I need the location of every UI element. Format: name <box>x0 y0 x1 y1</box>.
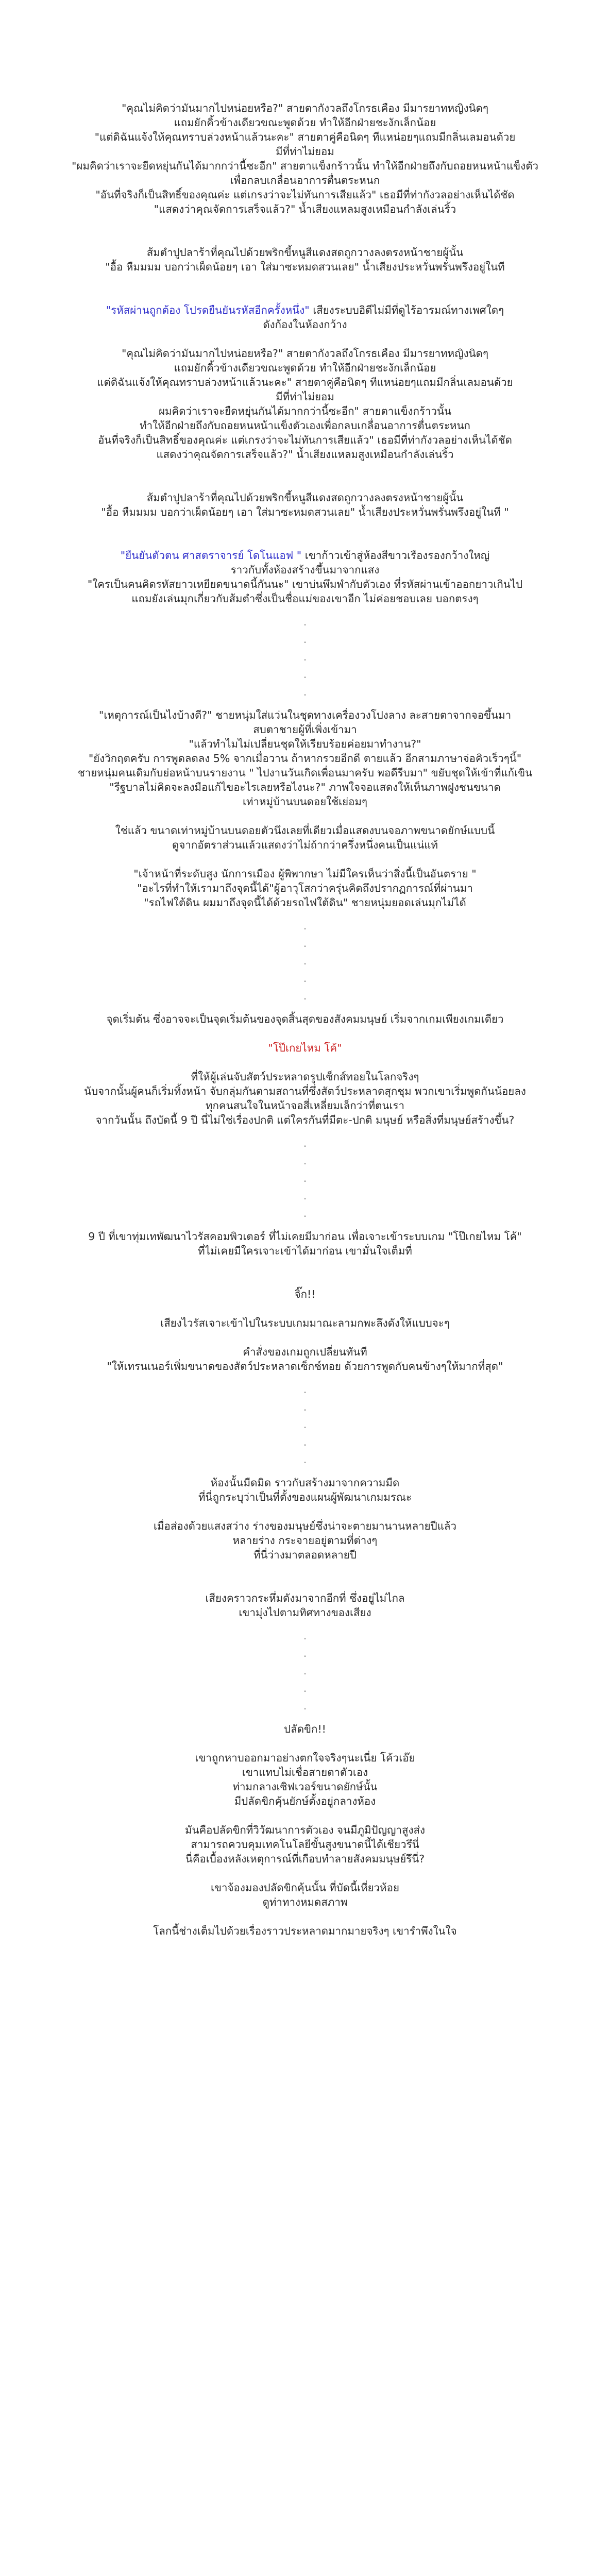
story-line: "คุณไม่คิดว่ามันมากไปหน่อยหรือ?" สายตากังวลถึงโกรธเคือง มีมารยาทหญิงนิดๆ <box>121 347 489 360</box>
story-line: ที่นี่ว่างมาตลอดหลายปี <box>253 1549 357 1561</box>
story-line: "อะไรที่ทำให้เรามาถึงจุดนี้ได้"ผู้อาวุโสกว่าครุ่นคิดถึงปรากฏการณ์ที่ผ่านมา <box>137 882 473 894</box>
story-line: เขามุ่งไปตามทิศทางของเสียง <box>239 1606 371 1619</box>
scene-break-dot: . <box>303 651 307 663</box>
story-line: มีที่ท่าไม่ยอม <box>276 391 334 403</box>
scene-break <box>0 1627 610 1715</box>
scene-break-dot: . <box>303 1700 307 1712</box>
story-line: "แล้วทำไมไม่เปลี่ยนชุดให้เรียบร้อยค่อยมาทำงาน?" <box>189 738 421 750</box>
story-paragraph <box>24 548 586 606</box>
story-line: จิ๊ก!! <box>294 1288 316 1300</box>
story-paragraph <box>24 1591 586 1620</box>
scene-break-dot: . <box>303 937 307 950</box>
scene-break-dot: . <box>303 1207 307 1219</box>
story-line <box>24 303 586 317</box>
story-line: "ผมคิดว่าเราจะยืดหยุ่นกันได้มากกว่านี้ซะอีก" สายตาแข็งกร้าวนั้น ทำให้อีกฝ่ายถึงกับถอยหนหน้าแข็งตัว <box>71 160 539 172</box>
story-line: โลกนี้ช่างเต็มไปด้วยเรื่องราวประหลาดมากมายจริงๆ เขารำพึงในใจ <box>153 1925 457 1937</box>
story-line: นี่คือเบื้องหลังเหตุการณ์ที่เกือบทำลายสังคมมนุษย์รึนี่? <box>185 1853 425 1865</box>
story-line: มันคือปลัดขิกที่วิวัฒนาการตัวเอง จนมีภูมิปัญญาสูงส่ง <box>184 1824 426 1836</box>
story-line: อันที่จริงก็เป็นสิทธิ์ของคุณค่ะ แต่เกรงว่าจะไม่ทันการเสียแล้ว" เธอมีที่ท่ากังวลอย่างเห็นได้ชัด <box>98 434 512 446</box>
story-line <box>24 548 586 563</box>
story-line: ดังก้องในห้องกว้าง <box>263 318 347 331</box>
story-paragraph <box>24 1751 586 1808</box>
story-paragraph <box>24 1880 586 1909</box>
scene-break-dot: . <box>303 1436 307 1448</box>
story-paragraph <box>24 1476 586 1504</box>
scene-break-dot: . <box>303 633 307 646</box>
story-paragraph <box>24 1722 586 1736</box>
story-line: เพื่อกลบเกลื่อนอาการตื่นตระหนก <box>230 174 380 187</box>
story-line: "อันที่จริงก็เป็นสิทธิ์ของคุณค่ะ แต่เกรงว่าจะไม่ทันการเสียแล้ว" เธอมีที่ท่ากังวลอย่างเห็นได้ชัด <box>95 189 515 201</box>
story-line: คำสั่งของเกมถูกเปลี่ยนทันที <box>243 1346 367 1358</box>
story-line: ที่นี่ถูกระบุว่าเป็นที่ตั้งของแผนผู้พัฒนาเกมมรณะ <box>198 1491 412 1503</box>
story-line: จากวันนั้น ถึงบัดนี้ 9 ปี นี่ไม่ใช่เรื่องปกติ แต่ใครกันที่มีตะ-ปกติ มนุษย์ หรือสิ่งที่มนุษย์สร้างขึ้น? <box>95 1114 515 1126</box>
story-line: แถมยังเล่นมุกเกี่ยวกับส้มตำซึ่งเป็นชื่อแม่ของเขาอีก ไม่ค่อยชอบเลย บอกตรงๆ <box>131 592 479 605</box>
story-line: "รีฐบาลไม่คิดจะลงมือแก้ไขอะไรเลยหรือไงนะ?" ภาพใจจอแสดงให้เห็นภาพฝูงชนขนาด <box>109 781 501 793</box>
story-line: เขาถูกหาบออกมาอย่างตกใจจริงๆนะเนี่ย โค้วเอ๊ย <box>195 1752 415 1764</box>
story-line: มีที่ท่าไม่ยอม <box>276 145 334 158</box>
scene-break-dot: . <box>303 1190 307 1202</box>
story-paragraph <box>24 708 586 809</box>
scene-break-dot: . <box>303 1137 307 1149</box>
scene-break-dot: . <box>303 990 307 1002</box>
system-voice-text: "รหัสผ่านถูกต้อง โปรดยืนยันรหัสอีกครั้งหนึ่ง" <box>106 304 310 316</box>
story-line: "คุณไม่คิดว่ามันมากไปหน่อยหรือ?" สายตากังวลถึงโกรธเคือง มีมารยาทหญิงนิดๆ <box>121 102 489 114</box>
scene-break-dot: . <box>303 1665 307 1677</box>
story-line: สามารถควบคุมเทคโนโลยีขั้นสูงขนาดนี้ได้เชียวรึนี่ <box>191 1838 419 1851</box>
story-line: จุดเริ่มต้น ซึ่งอาจจะเป็นจุดเริ่มต้นของจุดสิ้นสุดของสังคมมนุษย์ เริ่มจากเกมเพียงเกมเดียว <box>106 1013 504 1025</box>
story-paragraph <box>24 346 586 462</box>
scene-break-dot: . <box>303 616 307 628</box>
scene-break-dot: . <box>303 1155 307 1167</box>
story-line: "เหตุการณ์เป็นไงบ้างดี?" ชายหนุ่มใส่แว่นในชุดทางเครื่องวงโปงลาง ละสายตาจากจอขึ้นมา <box>98 709 512 721</box>
story-paragraph <box>24 303 586 332</box>
story-paragraph <box>24 867 586 910</box>
story-paragraph <box>24 1519 586 1562</box>
story-line: เขาแทบไม่เชื่อสายตาตัวเอง <box>242 1766 368 1778</box>
story-paragraph <box>24 1287 586 1301</box>
story-line: ที่ให้ผู้เล่นจับสัตว์ประหลาดรูปเซ็กส์ทอยในโลกจริงๆ <box>191 1071 419 1083</box>
story-paragraph <box>24 1012 586 1026</box>
scene-break-dot: . <box>303 1172 307 1184</box>
scene-break-dot: . <box>303 1401 307 1413</box>
story-paragraph <box>24 1316 586 1330</box>
story-line: ทุกคนสนใจในหน้าจอสี่เหลี่ยมเล็กว่าที่ตนเรา <box>205 1099 405 1112</box>
story-line: ที่ไม่เคยมีใครเจาะเข้าได้มาก่อน เขามั่นใจเต็มที่ <box>198 1245 412 1257</box>
story-paragraph <box>24 245 586 274</box>
story-line: "เจ้าหน้าที่ระดับสูง นักการเมือง ผู้พิพากษา ไม่มีใครเห็นว่าสิ่งนี้เป็นอันตราย " <box>133 868 477 880</box>
scene-break-dot: . <box>303 1647 307 1659</box>
scene-break <box>0 917 610 1005</box>
story-paragraph <box>24 1345 586 1374</box>
story-line: หลายร่าง กระจายอยู่ตามที่ต่างๆ <box>232 1534 378 1547</box>
story-line: เท่าหมู่บ้านบนดอยใช้เย่อมๆ <box>242 795 368 808</box>
narration-text: เขาก้าวเข้าสู่ห้องสีขาวเรืองรองกว้างใหญ่ <box>301 549 490 562</box>
story-line: ปลัดขิก!! <box>284 1723 326 1735</box>
system-voice-text: "ยืนยันตัวตน ศาสตราจารย์ โดโนแอฟ " <box>120 549 302 562</box>
story-line: ทำให้อีกฝ่ายถึงกับถอยหนหน้าแข็งตัวเองเพื่อกลบเกลื่อนอาการตื่นตระหนก <box>140 419 470 432</box>
scene-break <box>0 613 610 701</box>
story-line: "อื้อ หืมมมม บอกว่าเผ็ดน้อยๆ เอา ใส่มาซะหมดสวนเลย" น้ำเสียงประหวั่นพรั่นพรึงอยู่ในที <box>105 261 505 273</box>
story-line: "ยังวิกฤตครับ การพูดลดลง 5% จากเมื่อวาน ถ้าหากรวยอีกดี ตายแล้ว อีกสามภาษาจ่อคิวเร็วๆนี้" <box>88 752 522 765</box>
scene-break-dot: . <box>303 1682 307 1694</box>
story-line: 9 ปี ที่เขาทุ่มเทพัฒนาไวรัสคอมพิวเตอร์ ที่ไม่เคยมีมาก่อน เพื่อเจาะเข้าระบบเกม "โป๊เกยไหม โค้" <box>88 1230 522 1243</box>
story-line: "แต่ดิฉันแจ้งให้คุณทราบล่วงหน้าแล้วนะคะ" สายตาคู่คือนิดๆ ทีแหน่อยๆแถมมีกลิ่นเลมอนด้วย <box>94 131 516 143</box>
story-line: ส้มตำปูปลาร้าที่คุณไปด้วยพริกขี้หนูสีแดงสดถูกวางลงตรงหน้าชายผู้นั้น <box>146 246 464 259</box>
story-line: มีปลัดขิกคุ้นยักษ์ตั้งอยู่กลางห้อง <box>234 1795 376 1807</box>
story-line: แถมยักคิ้วข้างเดียวขณะพูดด้วย ทำให้อีกฝ่ายชะงักเล็กน้อย <box>174 116 436 129</box>
story-line: แถมยักคิ้วข้างเดียวขณะพูดด้วย ทำให้อีกฝ่ายชะงักเล็กน้อย <box>174 362 436 374</box>
scene-break-dot: . <box>303 1418 307 1431</box>
scene-break-dot: . <box>303 1383 307 1396</box>
story-line: "ใครเป็นคนคิดรหัสยาวเหยียดขนาดนี้กันนะ" เขาบ่นพึมพำกับตัวเอง ที่รหัสผ่านเข้าออกยาวเกินไป <box>87 578 523 590</box>
scene-break-dot: . <box>303 972 307 985</box>
story-line: ดูจากอัตราส่วนแล้วแสดงว่าไม่ถ้ากว่าครึ่งหนึ่งคนเป็นแน่แท้ <box>172 839 438 851</box>
story-line: ผมคิดว่าเราจะยืดหยุ่นกันได้มากกว่านี้ซะอีก" สายตาแข็งกร้าวนั้น <box>158 405 452 417</box>
story-paragraph <box>24 1070 586 1127</box>
story-paragraph <box>24 823 586 852</box>
story-paragraph <box>24 490 586 519</box>
story-paragraph <box>24 1823 586 1866</box>
story-line: เมื่อส่องด้วยแสงสว่าง ร่างของมนุษย์ซึ่งน่าจะตายมานานหลายปีแล้ว <box>154 1520 456 1532</box>
story-paragraph <box>24 1924 586 1938</box>
scene-break-dot: . <box>303 1453 307 1466</box>
story-paragraph <box>24 1041 586 1055</box>
game-title-text: "โป๊เกยไหม โค้" <box>268 1042 342 1054</box>
story-line: สบตาชายผู้ที่เพิ่งเข้ามา <box>253 723 357 736</box>
story-line: "ให้เทรนเนอร์เพิ่มขนาดของสัตว์ประหลาดเซ็กซ์ทอย ด้วยการพูดกับคนข้างๆให้มากที่สุด" <box>107 1360 503 1372</box>
narration-text: เสียงระบบอิดีไม่มีที่ดูไร้อารมณ์ทางเพศใดๆ <box>309 304 504 316</box>
story-line: เสียงคราวกระหึ่มดังมาจากอีกที่ ซึ่งอยู่ไม่ไกล <box>205 1592 405 1604</box>
story-line: "อื้อ หืมมมม บอกว่าเผ็ดน้อยๆ เอา ใส่มาซะหมดสวนเลย" น้ำเสียงประหวั่นพรั่นพรึงอยู่ในที " <box>101 506 509 518</box>
story-line <box>24 1041 586 1055</box>
scene-break <box>0 1134 610 1222</box>
scene-break-dot: . <box>303 955 307 967</box>
story-line: "รถไฟใต้ดิน ผมมาถึงจุดนี้ได้ด้วยรถไฟใต้ดิน" ชายหนุ่มยอดเล่นมุกไม่ได้ <box>144 896 466 909</box>
story-line: เสียงไวรัสเจาะเข้าไปในระบบเกมมาณะลามกพะลึงดังให้แบบจะๆ <box>160 1317 450 1329</box>
scene-break-dot: . <box>303 686 307 698</box>
story-paragraph <box>24 1229 586 1258</box>
story-line: ชายหนุ่มคนเดิมกับย่อหน้าบนรายงาน " ไปงานวันเกิดเพื่อนมาครับ พอดีรีบมา" ขยับชุดให้เข้าที่แก้เขิน <box>77 767 533 779</box>
story-line: "แสดงว่าคุณจัดการเสร็จแล้ว?" น้ำเสียงแหลมสูงเหมือนกำลังเล่นริ้ว <box>154 203 456 215</box>
story-line: นับจากนั้นผู้คนก็เริ่มทิ้งหน้า จับกลุ่มกันตามสถานที่ซึ่งสัตว์ประหลาดสุกชุม พวกเขาเริ่มพูดกันน้อยลง <box>84 1085 526 1097</box>
scene-break-dot: . <box>303 1630 307 1642</box>
scene-break-dot: . <box>303 668 307 681</box>
story-line: เขาจ้องมองปลัดขิกคุ้นนั้น ที่บัดนี้เหี่ยวห้อย <box>210 1882 400 1894</box>
story-line: ห้องนั้นมืดมิด ราวกับสร้างมาจากความมืด <box>210 1477 400 1489</box>
story-line: ท่ามกลางเซิฟเวอร์ขนาดยักษ์นั้น <box>232 1781 378 1793</box>
story-line: ดูท่าทางหมดสภาพ <box>262 1896 348 1908</box>
story-line: แสดงว่าคุณจัดการเสร็จแล้ว?" น้ำเสียงแหลมสูงเหมือนกำลังเล่นริ้ว <box>156 448 454 461</box>
story-line: แต่ดิฉันแจ้งให้คุณทราบล่วงหน้าแล้วนะคะ" สายตาคู่คือนิดๆ ทีแหน่อยๆแถมมีกลิ่นเลมอนด้วย <box>97 376 513 388</box>
story-paragraph <box>24 101 586 216</box>
story-line: ราวกับทั้งห้องสร้างขึ้นมาจากแสง <box>230 564 380 576</box>
scene-break <box>0 1381 610 1468</box>
story-line: ส้มตำปูปลาร้าที่คุณไปด้วยพริกขี้หนูสีแดงสดถูกวางลงตรงหน้าชายผู้นั้น <box>146 492 464 504</box>
story-line: ใช่แล้ว ขนาดเท่าหมู่บ้านบนดอยตัวนึงเลยที่เดียวเมื่อแสดงบนจอภาพขนาดยักษ์แบบนี้ <box>115 824 495 837</box>
scene-break-dot: . <box>303 920 307 932</box>
